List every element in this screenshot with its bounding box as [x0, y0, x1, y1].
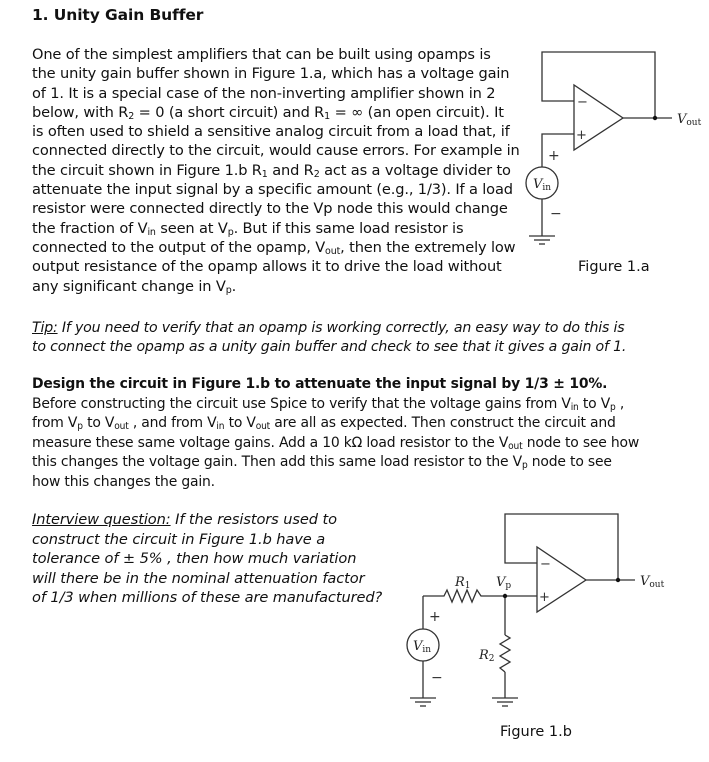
opamp-plus-sign: + [539, 590, 550, 605]
vout-label: Vout [677, 112, 702, 128]
r1-label: R1 [455, 575, 471, 591]
text-segment: the circuit shown in Figure 1.b R [32, 161, 262, 179]
subscript: 2 [313, 168, 320, 180]
interview-line-4: will there be in the nominal attenuation factor [32, 569, 365, 587]
tip-line-1: If you need to verify that an opamp is working correctly, an easy way to do this is [57, 319, 625, 336]
vin-label: Vin [533, 177, 552, 193]
resistor-r1-icon [423, 590, 484, 602]
text-segment: output resistance of the opamp allows it to drive the load without [32, 258, 502, 276]
vin-plus-sign: + [429, 609, 441, 625]
text-segment: this changes the voltage gain. Then add this same load resistor to the V [32, 453, 522, 470]
vin-minus-sign: − [550, 206, 562, 222]
text-segment: the unity gain buffer shown in Figure 1.a, which has a voltage gain [32, 65, 510, 83]
text-segment: act as a voltage divider to [319, 161, 511, 179]
subscript: out [508, 440, 523, 452]
text-segment: . But if this same load resistor is [233, 219, 464, 237]
text-segment: is often used to shield a sensitive analog circuit from a load that, if [32, 123, 510, 141]
r2-label: R2 [479, 648, 495, 664]
figure-1b-caption: Figure 1.b [500, 724, 572, 740]
subscript: p [521, 460, 528, 471]
opamp-minus-sign: − [577, 95, 588, 110]
text-segment: any significant change in V [32, 277, 226, 295]
vin-plus-sign: + [548, 148, 560, 164]
tip-line-2: to connect the opamp as a unity gain buffer and check to see that it gives a gain of 1. [32, 338, 627, 355]
subscript: p [77, 421, 83, 432]
interview-line-5: of 1/3 when millions of these are manufactured? [32, 589, 383, 607]
subscript: 2 [128, 110, 135, 122]
subscript: 1 [324, 110, 331, 122]
text-segment: attenuate the input signal by a specific amount (e.g., 1/3). If a load [32, 181, 513, 199]
text-segment: the fraction of V [32, 219, 148, 237]
interview-line-1: If the resistors used to [170, 511, 337, 528]
text-segment: = 0 (a short circuit) and R [134, 103, 325, 121]
subscript: p [227, 226, 234, 238]
text-segment: One of the simplest amplifiers that can be built using opamps is [32, 46, 491, 63]
subscript: in [147, 226, 156, 238]
subscript: p [225, 284, 232, 296]
subscript: out [325, 245, 341, 257]
subscript: in [570, 401, 579, 413]
section-title: 1. Unity Gain Buffer [32, 6, 204, 24]
subscript: out [255, 421, 271, 432]
text-segment: resistor were connected directly to the Vp node this would change [32, 200, 508, 218]
text-segment: and R [267, 161, 314, 179]
interview-line-2: construct the circuit in Figure 1.b have a [32, 530, 326, 548]
text-segment: = ∞ (an open circuit). It [330, 103, 504, 121]
output-node-dot [616, 578, 620, 582]
text-segment: connected to the output of the opamp, V [32, 238, 326, 256]
text-segment: , [615, 394, 625, 412]
text-segment: to V [224, 414, 256, 431]
vin-minus-sign: − [431, 670, 443, 686]
vout-label: Vout [640, 574, 665, 590]
text-segment: how this changes the gain. [32, 472, 215, 490]
text-segment: node to see [527, 453, 612, 470]
text-segment: , and from V [128, 414, 217, 431]
text-segment: node to see how [522, 433, 640, 451]
interview-label: Interview question: [32, 511, 171, 528]
text-segment: from V [32, 414, 78, 431]
opamp-minus-sign: − [540, 557, 551, 572]
subscript: 1 [261, 168, 268, 180]
text-segment: , then the extremely low [340, 238, 516, 256]
text-segment: of 1. It is a special case of the non-inverting amplifier shown in 2 [32, 84, 496, 102]
interview-line-3: tolerance of ± 5% , then how much variation [32, 550, 357, 568]
text-segment: are all as expected. Then construct the circuit and [270, 414, 616, 431]
subscript: out [114, 421, 129, 432]
resistor-r2-icon [500, 635, 510, 672]
vp-label: Vp [496, 575, 512, 591]
text-segment: Before constructing the circuit use Spice to verify that the voltage gains from V [32, 394, 571, 412]
text-segment: . [231, 277, 237, 295]
opamp-plus-sign: + [576, 128, 587, 143]
design-heading: Design the circuit in Figure 1.b to attenuate the input signal by 1/3 ± 10%. [32, 375, 608, 392]
text-segment: connected directly to the circuit, would cause errors. For example in [32, 142, 520, 160]
figure-1a-caption: Figure 1.a [578, 259, 650, 275]
subscript: in [216, 421, 225, 432]
text-segment: below, with R [32, 103, 129, 121]
text-segment: seen at V [155, 219, 228, 237]
vin-label: Vin [413, 639, 432, 655]
vp-node-dot [503, 594, 507, 598]
text-segment: to V [578, 394, 611, 412]
text-segment: measure these same voltage gains. Add a 10 kΩ load resistor to the V [32, 433, 509, 451]
text-segment: to V [82, 414, 115, 431]
tip-label: Tip: [32, 319, 58, 336]
subscript: p [610, 401, 616, 413]
